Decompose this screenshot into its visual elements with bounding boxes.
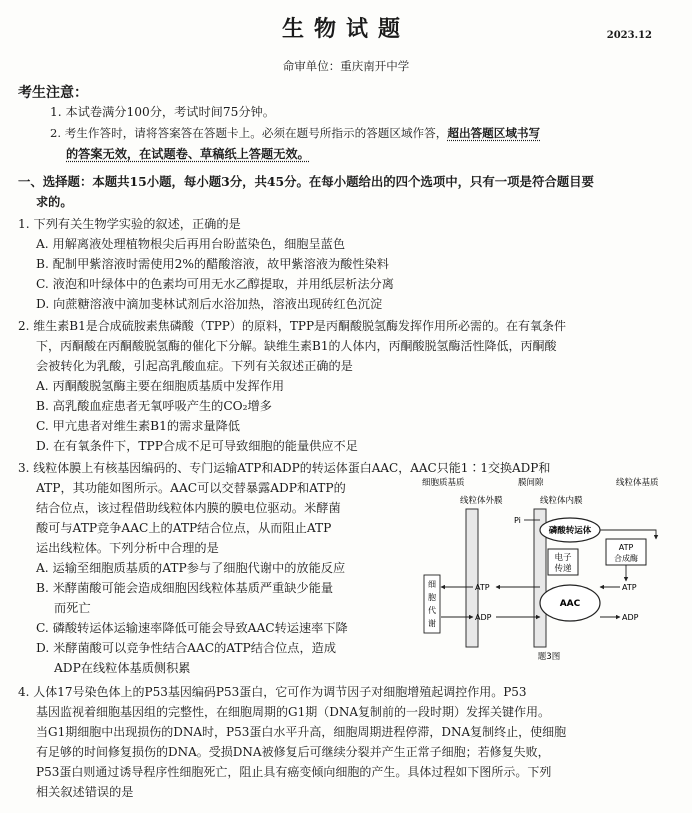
q3-option-c: C. 磷酸转运体运输速率降低可能会导致AAC转运速率下降 xyxy=(36,621,348,635)
section-1-heading-cont: 求的。 xyxy=(36,195,73,209)
q2-stem-2: 下，丙酮酸在丙酮酸脱氢酶的催化下分解。缺维生素B1的人体内，丙酮酸脱氢酶活性降低，丙酮酸 xyxy=(36,339,557,353)
q3-option-a: A. 运输至细胞质基质的ATP参与了细胞代谢中的放能反应 xyxy=(36,561,346,575)
label-metabolism-4: 谢 xyxy=(428,619,436,628)
label-metabolism-1: 细 xyxy=(428,580,436,589)
q3-stem-2: ATP，其功能如图所示。AAC可以交替暴露ADP和ATP的 xyxy=(36,481,346,495)
label-atp-synthase-1: ATP xyxy=(618,543,634,552)
q4-stem-5: P53蛋白则通过诱导程序性细胞死亡，阻止具有癌变倾向细胞的产生。具体过程如下图所示。下列 xyxy=(36,765,552,779)
q3-option-b-1: B. 米酵菌酸可能会造成细胞因线粒体基质严重缺少能量 xyxy=(36,581,334,595)
q2-option-c: C. 甲亢患者对维生素B1的需求量降低 xyxy=(36,419,240,433)
label-electron-1: 电子 xyxy=(554,553,572,563)
label-phosphate-transporter: 磷酸转运体 xyxy=(548,526,592,536)
label-intermembrane: 膜间隙 xyxy=(518,478,544,488)
q1-option-d: D. 向蔗糖溶液中滴加斐林试剂后水浴加热，溶液出现砖红色沉淀 xyxy=(36,297,383,311)
exam-unit: 命审单位：重庆南开中学 xyxy=(282,59,410,73)
q2-option-a: A. 丙酮酸脱氢酶主要在细胞质基质中发挥作用 xyxy=(36,379,285,393)
aac-transport-diagram xyxy=(420,477,678,662)
label-electron-2: 传递 xyxy=(554,564,572,574)
q4-stem-6: 相关叙述错误的是 xyxy=(36,785,134,799)
notice-item-2-text: 2. 考生作答时，请将答案答在答题卡上。必须在题号所指示的答题区域作答， xyxy=(50,126,448,140)
q2-stem-3: 会被转化为乳酸，引起高乳酸血症。下列有关叙述正确的是 xyxy=(36,359,353,373)
q4-stem-4: 有足够的时间修复损伤的DNA。受损DNA被修复后可继续分裂并产生正常子细胞；若修复失败， xyxy=(36,745,550,759)
q1-stem: 1. 下列有关生物学实验的叙述，正确的是 xyxy=(18,217,241,231)
label-pi: Pi xyxy=(514,516,521,525)
outer-membrane xyxy=(466,509,478,647)
q1-option-c: C. 液泡和叶绿体中的色素均可用无水乙醇提取，并用纸层析法分离 xyxy=(36,277,394,291)
q3-option-d-2: ADP在线粒体基质侧积累 xyxy=(54,661,191,675)
q3-option-d-1: D. 米酵菌酸可以竞争性结合AAC的ATP结合位点，造成 xyxy=(36,641,337,655)
label-matrix: 线粒体基质 xyxy=(616,478,659,488)
page-title: 生物试题 xyxy=(281,16,410,42)
q3-stem-4: 酸可与ATP竞争AAC上的ATP结合位点，从而阻止ATP xyxy=(36,521,332,535)
label-atp-synthase-2: 合成酶 xyxy=(614,554,638,563)
q4-stem-2: 基因监视着细胞基因组的完整性，在细胞周期的G1期（DNA复制前的一段时期）发挥关键作用。 xyxy=(36,705,551,719)
q2-option-b: B. 高乳酸血症患者无氧呼吸产生的CO₂增多 xyxy=(36,399,272,413)
q4-stem-3: 当G1期细胞中出现损伤的DNA时，P53蛋白水平升高，细胞周期进程停滞，DNA复制终止，使细胞 xyxy=(36,725,567,739)
notice-item-2-bold: 超出答题区域书写 xyxy=(447,126,541,140)
notice-heading: 考生注意： xyxy=(18,85,88,101)
q1-option-a: A. 用解离液处理植物根尖后再用台盼蓝染色，细胞呈蓝色 xyxy=(36,237,346,251)
atp-cytoplasm: ATP xyxy=(475,583,490,592)
label-aac: AAC xyxy=(559,599,581,609)
adp-matrix: ADP xyxy=(622,613,639,622)
label-metabolism-2: 胞 xyxy=(428,593,436,602)
exam-date: 2023.12 xyxy=(606,30,652,41)
notice-item-2-cont: 的答案无效，在试题卷、草稿纸上答题无效。 xyxy=(66,147,310,161)
notice-item-2 xyxy=(50,125,540,141)
q1-option-b: B. 配制甲紫溶液时需使用2%的醋酸溶液，故甲紫溶液为酸性染料 xyxy=(36,257,389,271)
q2-stem-1: 2. 维生素B1是合成硫胺素焦磷酸（TPP）的原料，TPP是丙酮酸脱氢酶发挥作用所必需的。在有氧条件 xyxy=(18,319,567,333)
adp-cytoplasm: ADP xyxy=(475,613,492,622)
label-outer-membrane: 线粒体外膜 xyxy=(460,496,503,506)
atp-matrix: ATP xyxy=(622,583,637,592)
figure-caption: 题3图 xyxy=(537,652,561,662)
section-1-heading: 一、选择题：本题共15小题，每小题3分，共45分。在每小题给出的四个选项中，只有一项是符合题目要 xyxy=(18,174,594,189)
q3-stem-3: 结合位点，该过程借助线粒体内膜的膜电位驱动。米酵菌 xyxy=(36,501,341,515)
q4-stem-1: 4. 人体17号染色体上的P53基因编码P53蛋白，它可作为调节因子对细胞增殖起调控作用。P53 xyxy=(18,685,527,699)
label-cytoplasm: 细胞质基质 xyxy=(422,478,465,488)
label-inner-membrane: 线粒体内膜 xyxy=(540,496,583,506)
q2-option-d: D. 在有氧条件下，TPP合成不足可导致细胞的能量供应不足 xyxy=(36,439,358,453)
q3-option-b-2: 而死亡 xyxy=(54,601,91,615)
q3-stem-5: 运出线粒体。下列分析中合理的是 xyxy=(36,541,219,555)
q3-stem-1: 3. 线粒体膜上有核基因编码的、专门运输ATP和ADP的转运体蛋白AAC，AAC只能1∶1交换ADP和 xyxy=(18,461,551,475)
label-metabolism-3: 代 xyxy=(428,606,436,615)
pi-to-synthase-arrow xyxy=(600,530,656,539)
notice-item-1: 1. 本试卷满分100分，考试时间75分钟。 xyxy=(50,105,275,119)
